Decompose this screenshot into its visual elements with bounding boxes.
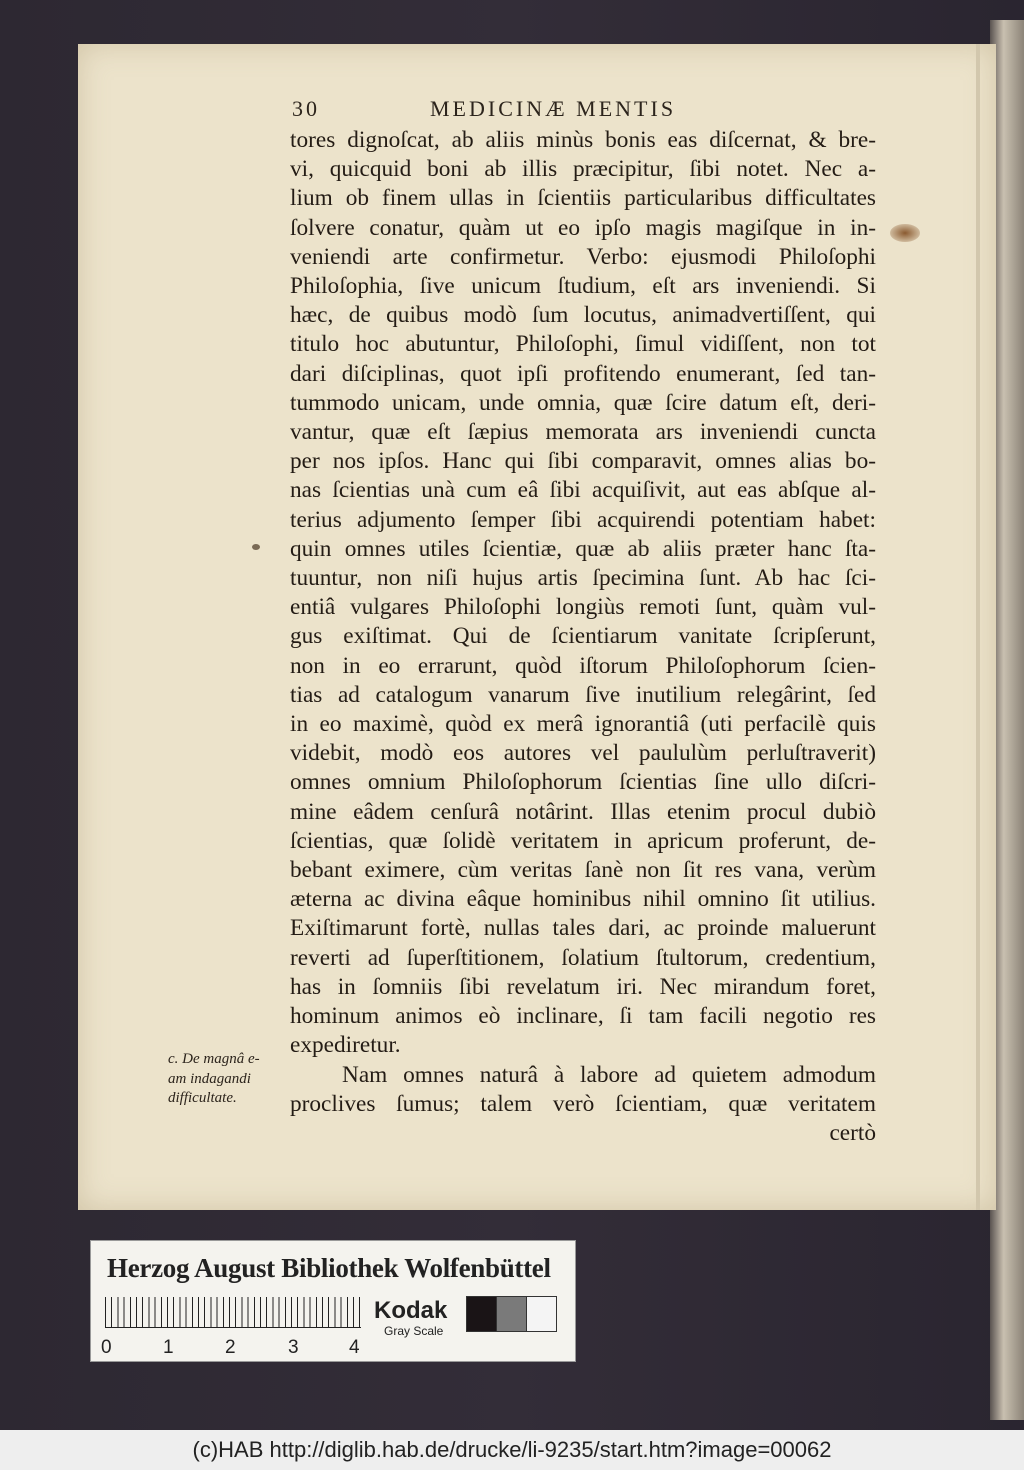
text-line: in eo maximè, quòd ex merâ ignorantiâ (uti perfacilè quis <box>290 711 876 738</box>
catchword: certò <box>829 1119 876 1146</box>
text-line: tummodo unicam, unde omnia, quæ ſcire datum eſt, deri- <box>290 389 876 416</box>
text-line: lium ob finem ullas in ſcientiis particularibus difficultates <box>290 185 876 212</box>
marginal-line: am indagandi <box>168 1070 251 1087</box>
page-number: 30 <box>292 96 320 121</box>
text-line: quin omnes utiles ſcientiæ, quæ ab aliis præter hanc ſta- <box>290 535 876 562</box>
text-line: veniendi arte confirmetur. Verbo: ejusmodi Philoſophi <box>290 243 876 270</box>
page-fold <box>976 44 980 1210</box>
gray-patch-dark <box>466 1296 497 1332</box>
ruler-numbers <box>101 1337 381 1359</box>
running-title: MEDICINÆ MENTIS <box>430 96 677 121</box>
text-line: omnes omnium Philoſophorum ſcientias ſine ullo diſcri- <box>290 769 876 796</box>
text-line: tuuntur, non niſi hujus artis ſpecimina ſunt. Ab hac ſci- <box>290 565 876 592</box>
ruler-number: 1 <box>163 1337 174 1358</box>
ruler-number: 4 <box>349 1337 360 1358</box>
text-line: entiâ vulgares Philoſophi longiùs remoti ſunt, quàm vul- <box>290 594 876 621</box>
gray-patch-mid <box>496 1296 527 1332</box>
institution-name: Herzog August Bibliothek Wolfenbüttel <box>107 1253 551 1283</box>
gray-patch-light <box>526 1296 557 1332</box>
marginal-line: c. De magnâ e- <box>168 1051 260 1067</box>
text-line: hominum animos eò inclinare, ſi tam facili negotio res <box>290 1003 876 1030</box>
gray-scale-label: Gray Scale <box>384 1324 444 1338</box>
ink-stain <box>890 224 920 242</box>
text-line: tias ad catalogum vanarum ſive inutilium relegârint, ſed <box>290 681 876 708</box>
text-line: gus exiſtimat. Qui de ſcientiarum vanitate ſcripſerunt, <box>290 623 876 650</box>
text-line: vantur, quæ eſt ſæpius memorata ars inveniendi cuncta <box>290 419 876 446</box>
text-line: æterna ac divina eâque hominibus nihil omnino ſit utilius. <box>290 886 876 913</box>
color-calibration-card <box>90 1240 576 1362</box>
text-line: bebant eximere, cùm veritas ſanè non ſit res vana, verùm <box>290 857 876 884</box>
text-line: ſcientias, quæ ſolidè veritatem in apricum proferunt, de- <box>290 827 876 854</box>
text-line: Exiſtimarunt fortè, nullas tales dari, ac proinde maluerunt <box>290 915 876 942</box>
text-line: dari diſciplinas, quot ipſi profitendo enumerant, ſed tan- <box>290 360 876 387</box>
text-line: tores dignoſcat, ab aliis minùs bonis eas diſcernat, & bre- <box>290 127 876 153</box>
text-line: titulo hoc abutuntur, Philoſophi, ſimul vidiſſent, non tot <box>290 331 876 358</box>
text-line: Philoſophia, ſive unicum ſtudium, eſt ars inveniendi. Si <box>290 273 876 300</box>
ruler-number: 3 <box>288 1337 299 1358</box>
text-line: vi, quicquid boni ab illis præcipitur, ſibi notet. Nec a- <box>290 156 876 183</box>
text-line: expediretur. <box>290 1032 401 1059</box>
body-text <box>290 126 876 1148</box>
text-line: terius adjumento ſemper ſibi acquirendi potentiam habet: <box>290 506 876 533</box>
running-head <box>292 96 932 122</box>
text-line: videbit, modò eos autores vel paululùm perluſtraverit) <box>290 740 876 767</box>
kodak-logo: Kodak <box>374 1297 448 1324</box>
text-line: hæc, de quibus modò ſum locutus, animadvertiſſent, qui <box>290 302 876 329</box>
text-line: per nos ipſos. Hanc qui ſibi comparavit, omnes alias bo- <box>290 448 876 475</box>
text-line: reverti ad ſuperſtitionem, ſolatium ſtultorum, credentium, <box>290 944 876 971</box>
marginal-line: difficultate. <box>168 1090 237 1106</box>
text-line: non in eo errarunt, quòd iſtorum Philoſophorum ſcien- <box>290 652 876 679</box>
marginal-note <box>168 1050 288 1109</box>
text-line: ſolvere conatur, quàm ut eo ipſo magis magiſque in in- <box>290 214 876 241</box>
text-line: proclives ſumus; talem verò ſcientiam, quæ veritatem <box>290 1090 876 1117</box>
text-line: mine eâdem cenſurâ notârint. Illas etenim procul dubiò <box>290 798 876 825</box>
text-line: Nam omnes naturâ à labore ad quietem admodum <box>342 1061 876 1088</box>
ruler-number: 0 <box>101 1337 112 1358</box>
ink-dot <box>252 544 260 550</box>
text-line: has in ſomniis ſibi revelatum iri. Nec mirandum foret, <box>290 973 876 1000</box>
text-line: nas ſcientias unà cum eâ ſibi acquiſivit, aut eas abſque al- <box>290 477 876 504</box>
measurement-ruler <box>105 1297 361 1328</box>
ruler-number: 2 <box>225 1337 236 1358</box>
footer-credit: (c)HAB http://diglib.hab.de/drucke/li-9235/start.htm?image=00062 <box>0 1430 1024 1470</box>
